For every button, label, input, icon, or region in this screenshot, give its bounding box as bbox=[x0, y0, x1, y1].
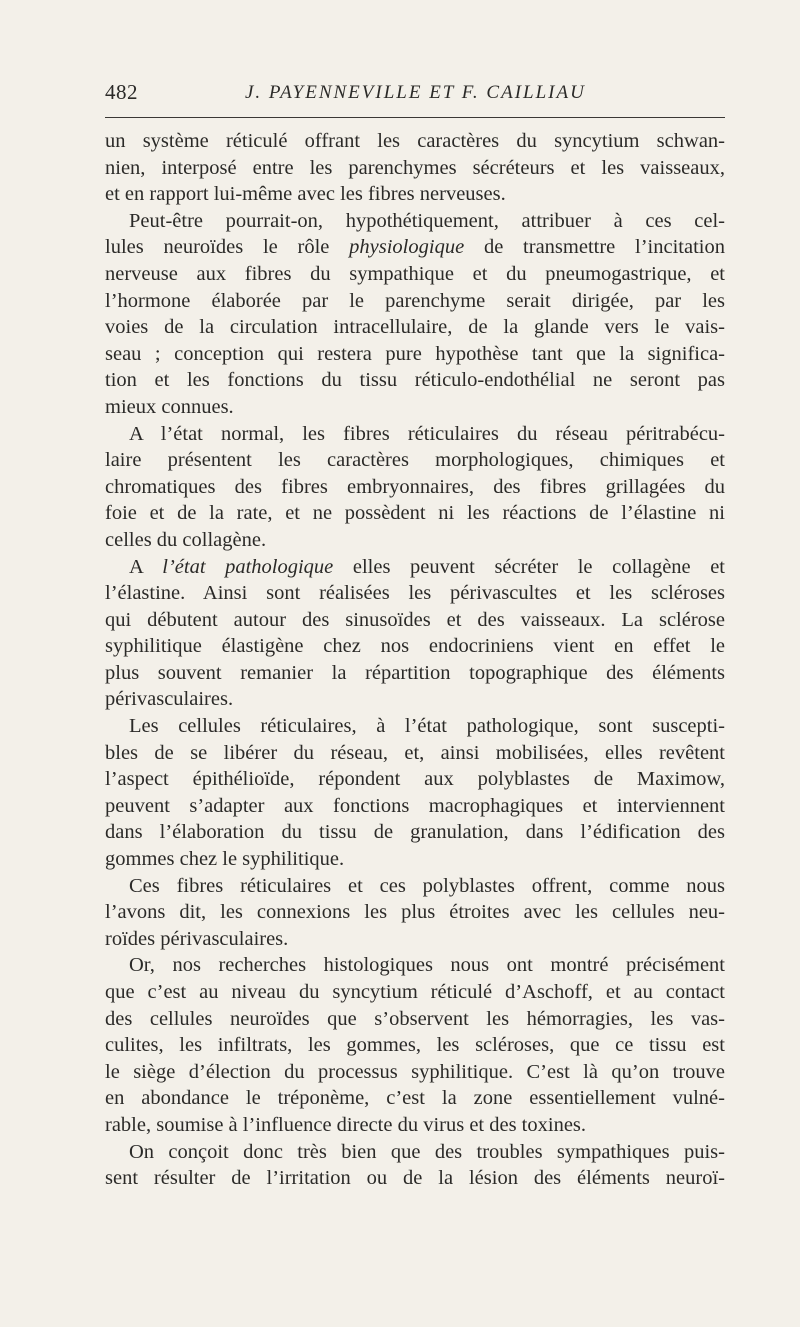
text-run: lules neuroïdes le rôle bbox=[105, 236, 350, 259]
text-line: des cellules neuroïdes que s’observent les hémorragies, les vas- bbox=[105, 1007, 725, 1030]
page-number: 482 bbox=[105, 80, 138, 104]
text-line: foie et de la rate, et ne possèdent ni les réactions de l’élastine ni bbox=[105, 502, 725, 525]
text-line: plus souvent remanier la répartition topographique des éléments bbox=[105, 661, 725, 684]
text-line: Or, nos recherches histologiques nous ont montré précisément bbox=[129, 954, 725, 977]
text-line: l’avons dit, les connexions les plus étroites avec les cellules neu- bbox=[105, 901, 725, 924]
page-header bbox=[105, 80, 725, 114]
text-line: laire présentent les caractères morphologiques, chimiques et bbox=[105, 449, 725, 472]
text-line: A l’état normal, les fibres réticulaires du réseau péritrabécu- bbox=[129, 422, 725, 445]
text-line: dans l’élaboration du tissu de granulation, dans l’édification des bbox=[105, 821, 725, 844]
text-line: que c’est au niveau du syncytium réticulé d’Aschoff, et au contact bbox=[105, 981, 725, 1003]
italic-term: l’état pathologique bbox=[162, 555, 334, 578]
text-line: Ces fibres réticulaires et ces polyblastes offrent, comme nous bbox=[129, 874, 725, 897]
text-line: l’aspect épithélioïde, répondent aux polyblastes de Maximow, bbox=[105, 768, 725, 791]
text-line: On conçoit donc très bien que des troubles sympathiques puis- bbox=[129, 1140, 725, 1163]
text-line: l’élastine. Ainsi sont réalisées les périvascultes et les scléroses bbox=[105, 582, 725, 605]
text-line: roïdes périvasculaires. bbox=[105, 927, 289, 950]
body-text bbox=[105, 128, 725, 1192]
text-line bbox=[105, 234, 725, 261]
text-line: nerveuse aux fibres du sympathique et du pneumogastrique, et bbox=[105, 262, 725, 285]
text-line: l’hormone élaborée par le parenchyme serait dirigée, par les bbox=[105, 289, 725, 312]
text-line bbox=[105, 554, 725, 581]
text-line: voies de la circulation intracellulaire, de la glande vers le vais- bbox=[105, 316, 725, 339]
text-line: et en rapport lui-même avec les fibres nerveuses. bbox=[105, 183, 506, 206]
text-line: culites, les infiltrats, les gommes, les scléroses, que ce tissu est bbox=[105, 1034, 725, 1057]
text-line: périvasculaires. bbox=[105, 688, 234, 711]
text-line: mieux connues. bbox=[105, 395, 234, 418]
text-line: rable, soumise à l’influence directe du virus et des toxines. bbox=[105, 1113, 587, 1136]
text-run: elles peuvent sécréter le collagène et bbox=[333, 555, 725, 578]
text-line: gommes chez le syphilitique. bbox=[105, 848, 345, 871]
text-run: A bbox=[129, 555, 163, 578]
running-head: J. PAYENNEVILLE ET F. CAILLIAU bbox=[245, 82, 586, 103]
text-line: peuvent s’adapter aux fonctions macrophagiques et interviennent bbox=[105, 794, 725, 817]
text-line: en abondance le tréponème, c’est la zone essentiellement vulné- bbox=[105, 1087, 725, 1110]
text-line: bles de se libérer du réseau, et, ainsi mobilisées, elles revêtent bbox=[105, 741, 725, 764]
italic-term: physiologique bbox=[349, 236, 465, 259]
text-line: syphilitique élastigène chez nos endocriniens vient en effet le bbox=[105, 635, 725, 658]
text-run: de transmettre l’incitation bbox=[464, 236, 725, 259]
text-line: chromatiques des fibres embryonnaires, des fibres grillagées du bbox=[105, 475, 725, 498]
text-line: celles du collagène. bbox=[105, 528, 267, 551]
text-line: le siège d’élection du processus syphilitique. C’est là qu’on trouve bbox=[105, 1060, 725, 1083]
text-line: Les cellules réticulaires, à l’état pathologique, sont suscepti- bbox=[129, 715, 725, 738]
text-line: sent résulter de l’irritation ou de la lésion des éléments neuroï- bbox=[105, 1167, 725, 1190]
text-line: nien, interposé entre les parenchymes sécréteurs et les vaisseaux, bbox=[105, 156, 725, 179]
text-line: tion et les fonctions du tissu réticulo-endothélial ne seront pas bbox=[105, 369, 725, 392]
text-line: seau ; conception qui restera pure hypothèse tant que la significa- bbox=[105, 342, 725, 365]
text-line: Peut-être pourrait-on, hypothétiquement, attribuer à ces cel- bbox=[129, 209, 725, 232]
text-line: qui débutent autour des sinusoïdes et des vaisseaux. La sclérose bbox=[105, 608, 725, 631]
text-line: un système réticulé offrant les caractères du syncytium schwan- bbox=[105, 130, 725, 152]
header-rule bbox=[105, 117, 725, 118]
